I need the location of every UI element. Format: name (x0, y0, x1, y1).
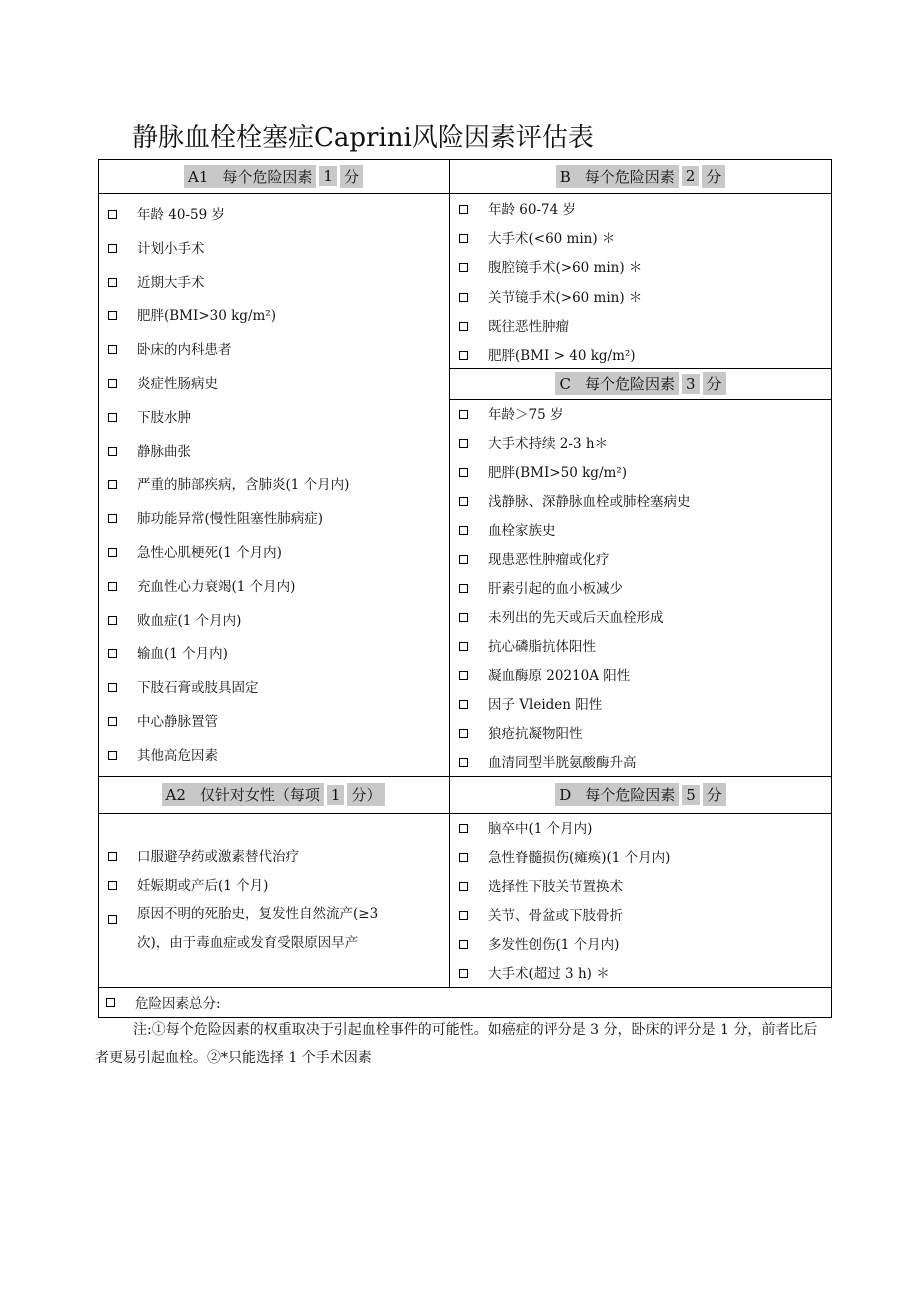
section-points: 3 (682, 374, 700, 394)
section-header-text: 每个危险因素 (584, 375, 675, 393)
checkbox[interactable] (459, 700, 468, 709)
caprini-table (98, 159, 832, 1017)
checklist-item-label: 炎症性肠病史 (137, 376, 218, 392)
checklist-item (108, 205, 225, 225)
checkbox[interactable] (108, 683, 117, 692)
checkbox[interactable] (459, 351, 468, 360)
checkbox[interactable] (108, 278, 117, 287)
page-title: 静脉血栓栓塞症Caprini风险因素评估表 (132, 123, 594, 153)
checklist-item-label: 大手术(<60 min) ＊ (488, 231, 616, 248)
section-c-header (449, 368, 832, 399)
section-unit: 分 (703, 783, 726, 806)
section-points: 5 (682, 785, 700, 805)
checklist-item (459, 848, 670, 868)
checklist-item-label: 近期大手术 (137, 274, 205, 291)
checklist-item-label: 静脉曲张 (137, 443, 191, 460)
checklist-item (459, 346, 636, 366)
checklist-item (459, 906, 623, 926)
checkbox[interactable] (108, 514, 117, 523)
checklist-item (108, 543, 282, 563)
checkbox[interactable] (108, 345, 117, 354)
checklist-item (108, 374, 218, 394)
checklist-item (459, 666, 630, 686)
section-d-header (449, 776, 832, 813)
total-score-row (106, 987, 221, 1017)
checkbox[interactable] (459, 940, 468, 949)
checklist-item (108, 273, 205, 293)
checklist-item (459, 753, 637, 773)
checklist-item-label: 急性脊髓损伤(瘫痪)(1 个月内) (488, 850, 671, 866)
checklist-item-label: 下肢石膏或肢具固定 (137, 680, 259, 697)
checklist-item (459, 229, 615, 249)
checkbox[interactable] (459, 468, 468, 477)
checklist-item (459, 550, 610, 570)
checklist-item-label: 多发性创伤(1 个月内) (488, 937, 620, 953)
checkbox[interactable] (459, 410, 468, 419)
checklist-item-label: 充血性心力衰竭(1 个月内) (137, 578, 296, 595)
checklist-item-label: 现患恶性肿瘤或化疗 (488, 552, 610, 568)
checklist-item-label: 浅静脉、深静脉血栓或肺栓塞病史 (488, 494, 691, 510)
checklist-item-label: 选择性下肢关节置换术 (488, 879, 623, 895)
checkbox[interactable] (459, 584, 468, 593)
checkbox[interactable] (108, 480, 117, 489)
checklist-item-label: 中心静脉置管 (137, 714, 218, 730)
checklist-item-label: 既往恶性肿瘤 (488, 318, 569, 335)
checklist-item-label: 严重的肺部疾病，含肺炎(1 个月内) (137, 477, 350, 494)
checklist-item (108, 475, 349, 495)
checkbox[interactable] (108, 210, 117, 219)
section-label: D (559, 786, 572, 804)
checklist-item-label: 肺功能异常(慢性阻塞性肺病症) (137, 511, 324, 528)
checklist-item-label: 卧床的内科患者 (137, 342, 232, 359)
section-label: C (559, 375, 571, 393)
checklist-item (108, 644, 228, 664)
section-a2-header (98, 776, 449, 813)
checklist-item (108, 712, 218, 732)
checklist-item-label: 凝血酶原 20210A 阳性 (488, 668, 631, 684)
checklist-item (108, 577, 295, 597)
checkbox[interactable] (108, 447, 117, 456)
section-unit: 分 (702, 165, 725, 188)
checkbox[interactable] (108, 582, 117, 591)
checkbox[interactable] (459, 911, 468, 920)
section-label: B (559, 167, 571, 186)
checklist-item (459, 877, 623, 897)
checklist-item-label: 口服避孕药或激素替代治疗 (137, 849, 299, 865)
checklist-item-label: 腹腔镜手术(>60 min) ＊ (488, 260, 643, 277)
checkbox[interactable] (108, 616, 117, 625)
section-b-header (449, 159, 832, 193)
checkbox[interactable] (108, 649, 117, 658)
checkbox[interactable] (108, 413, 117, 422)
section-header-text: 仅针对女性（每项 (199, 786, 320, 804)
checklist-item (459, 434, 608, 454)
checklist-item-label: 脑卒中(1 个月内) (488, 821, 593, 837)
checklist-item (459, 608, 664, 628)
checkbox[interactable] (108, 548, 117, 557)
checklist-item (459, 317, 569, 337)
total-score-label: 危险因素总分: (135, 996, 221, 1012)
checklist-item (108, 876, 268, 896)
section-header-text: 每个危险因素 (584, 167, 675, 186)
checklist-item-label: 关节、骨盆或下肢骨折 (488, 908, 623, 924)
checklist-item (459, 288, 642, 308)
checklist-item (108, 442, 191, 462)
checkbox[interactable] (459, 969, 468, 978)
checkbox[interactable] (459, 293, 468, 302)
section-points: 2 (682, 166, 700, 186)
checklist-item-label: 年龄＞75 岁 (488, 407, 564, 423)
checklist-item-label: 输血(1 个月内) (137, 646, 228, 663)
checklist-item-label: 年龄 40-59 岁 (137, 207, 226, 223)
checklist-item (459, 405, 563, 425)
section-label: A1 (188, 167, 209, 186)
checkbox[interactable] (108, 915, 117, 924)
checklist-item (108, 509, 323, 529)
checklist-item-label: 抗心磷脂抗体阳性 (488, 639, 596, 655)
checklist-item (108, 678, 259, 698)
checklist-item (108, 847, 299, 867)
checkbox[interactable] (459, 853, 468, 862)
checkbox[interactable] (459, 671, 468, 680)
checklist-item-label: 未列出的先天或后天血栓形成 (488, 610, 664, 626)
checklist-item-label: 关节镜手术(>60 min) ＊ (488, 289, 643, 306)
checklist-item-label: 血栓家族史 (488, 523, 556, 539)
checklist-item (459, 695, 602, 715)
section-points: 1 (319, 166, 337, 186)
checklist-item-label: 其他高危因素 (137, 747, 218, 764)
checklist-item (108, 306, 276, 326)
checklist-item-label: 血清同型半胱氨酸酶升高 (488, 755, 637, 771)
section-points: 1 (327, 785, 345, 805)
checklist-item (108, 408, 191, 428)
footnote: 注:①每个危险因素的权重取决于引起血栓事件的可能性。如癌症的评分是 3 分，卧床的评分是 1 分，前者比后者更易引起血栓。②*只能选择 1 个手术因素 (95, 1022, 818, 1066)
checkbox[interactable] (459, 263, 468, 272)
checklist-item (459, 258, 642, 278)
checkbox[interactable] (459, 642, 468, 651)
checklist-item-label: 年龄 60-74 岁 (488, 202, 577, 218)
checklist-item-label: 肥胖(BMI>50 kg/m²) (488, 465, 627, 481)
checklist-item-label: 败血症(1 个月内) (137, 612, 242, 629)
checklist-item (108, 905, 412, 958)
checkbox[interactable] (108, 881, 117, 890)
checklist-item-label: 急性心肌梗死(1 个月内) (137, 545, 282, 561)
checkbox[interactable] (108, 852, 117, 861)
checklist-item-label: 肝素引起的血小板减少 (488, 581, 623, 597)
checklist-item (459, 200, 576, 220)
total-checkbox[interactable] (106, 998, 115, 1007)
checkbox[interactable] (459, 824, 468, 833)
checkbox[interactable] (108, 379, 117, 388)
section-label: A2 (165, 786, 186, 804)
checklist-item (459, 819, 592, 839)
section-unit: 分 (703, 372, 726, 395)
section-unit: 分 (340, 165, 363, 188)
checkbox[interactable] (459, 234, 468, 243)
checklist-item-label: 狼疮抗凝物阳性 (488, 726, 583, 742)
checkbox[interactable] (459, 526, 468, 535)
checklist-item (459, 521, 556, 541)
checkbox[interactable] (459, 497, 468, 506)
checkbox[interactable] (459, 322, 468, 331)
checklist-item-label: 大手术持续 2-3 h＊ (488, 436, 609, 452)
section-header-text: 每个危险因素 (222, 167, 313, 186)
section-header-text: 每个危险因素 (585, 786, 676, 804)
checklist-item (459, 579, 623, 599)
checklist-item-label: 因子 Vleiden 阳性 (488, 697, 603, 713)
checklist-item-label: 肥胖(BMI>30 kg/m²) (137, 308, 276, 325)
checklist-item (108, 746, 218, 766)
checkbox[interactable] (108, 751, 117, 760)
checkbox[interactable] (108, 244, 117, 253)
checkbox[interactable] (459, 555, 468, 564)
checklist-item (459, 935, 619, 955)
checklist-item-label: 妊娠期或产后(1 个月) (137, 878, 269, 894)
section-unit: 分） (347, 783, 385, 806)
checklist-item-label: 肥胖(BMI > 40 kg/m²) (488, 348, 636, 364)
checklist-item (459, 492, 691, 512)
checklist-item-label: 原因不明的死胎史，复发性自然流产(≥3 次)，由于毒血症或发育受限原因早产 (137, 906, 379, 951)
checkbox[interactable] (459, 205, 468, 214)
checklist-item (459, 463, 627, 483)
checklist-item (108, 340, 232, 360)
checklist-item (459, 637, 596, 657)
checklist-item-label: 计划小手术 (137, 240, 205, 257)
checklist-item (459, 964, 610, 984)
checkbox[interactable] (459, 613, 468, 622)
checkbox[interactable] (108, 717, 117, 726)
checklist-item-label: 下肢水肿 (137, 409, 191, 426)
checkbox[interactable] (108, 311, 117, 320)
checkbox[interactable] (459, 729, 468, 738)
checklist-item (459, 724, 583, 744)
checklist-item (108, 239, 205, 259)
checklist-item-label: 大手术(超过 3 h) ＊ (488, 966, 610, 982)
checkbox[interactable] (459, 439, 468, 448)
section-a1-header (98, 159, 449, 193)
checkbox[interactable] (459, 758, 468, 767)
checklist-item (108, 611, 241, 631)
checkbox[interactable] (459, 882, 468, 891)
